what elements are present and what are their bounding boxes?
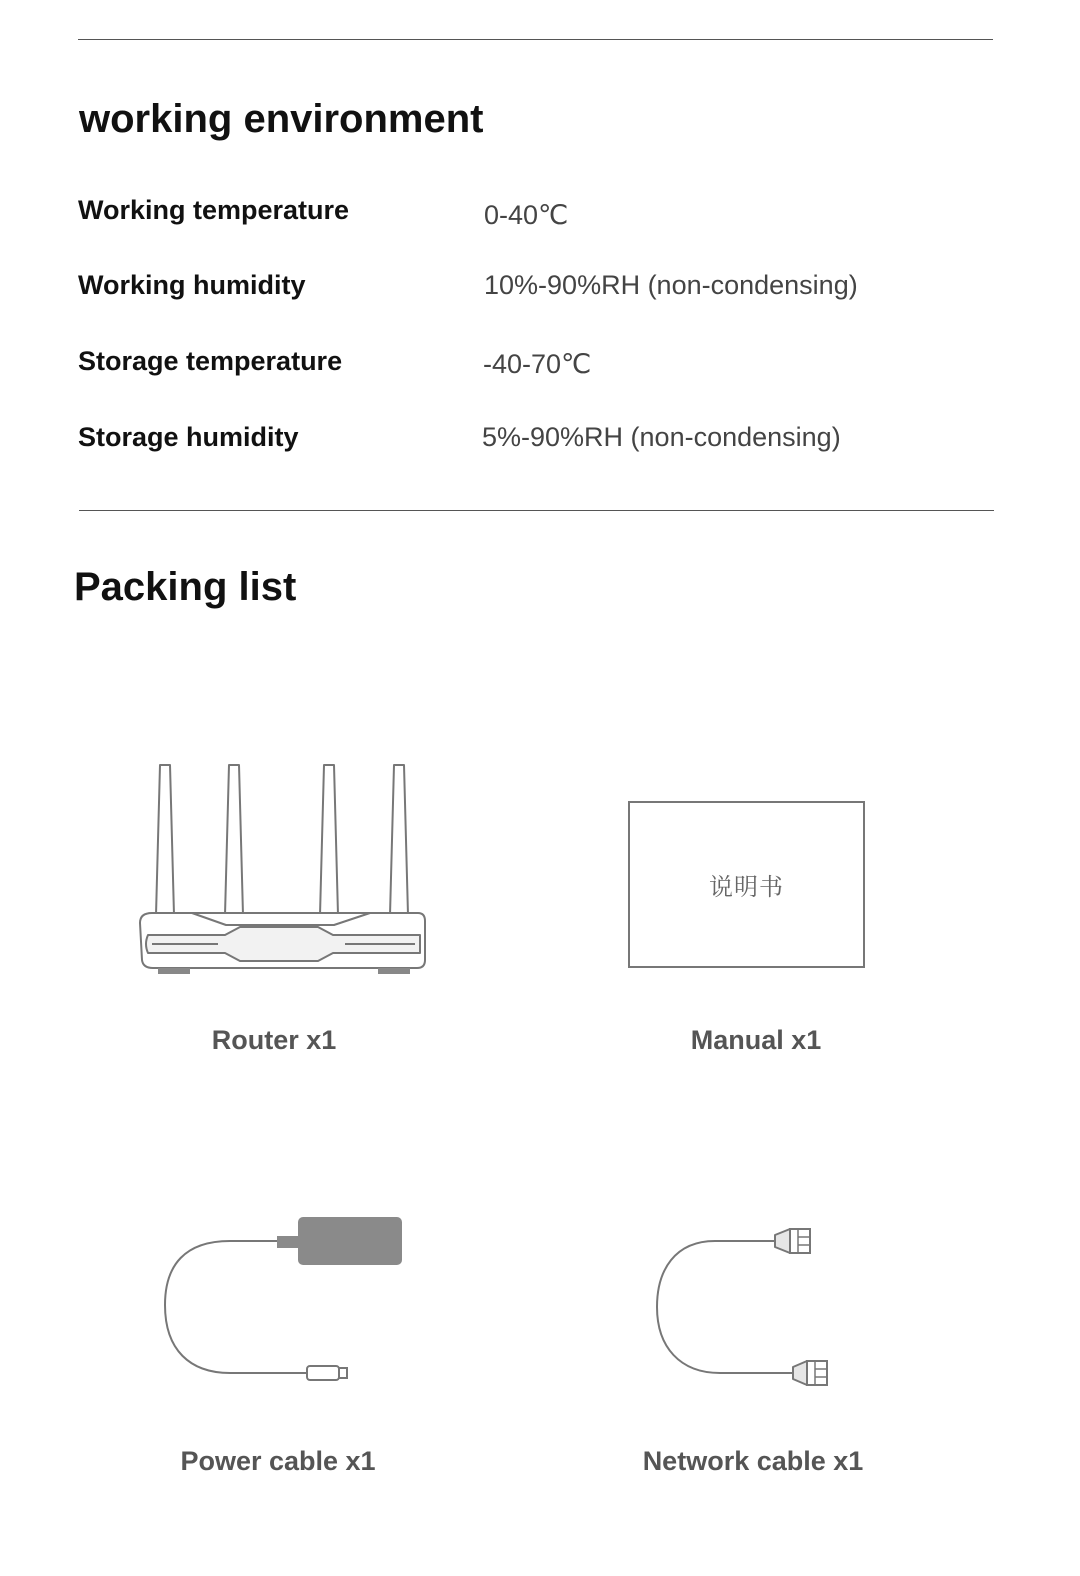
top-divider <box>78 39 993 40</box>
spec-value: -40-70℃ <box>483 349 592 379</box>
spec-value: 10%-90%RH (non-condensing) <box>484 270 858 300</box>
item-caption: Power cable x1 <box>180 1446 376 1476</box>
item-caption: Manual x1 <box>690 1025 822 1055</box>
manual-cover-text: 说明书 <box>709 873 784 901</box>
spec-value: 5%-90%RH (non-condensing) <box>482 422 841 452</box>
spec-label: Working temperature <box>78 195 350 225</box>
item-caption: Router x1 <box>211 1025 337 1055</box>
spec-label: Working humidity <box>78 270 306 300</box>
spec-label: Storage temperature <box>78 346 343 376</box>
working-environment-title: working environment <box>79 97 484 141</box>
packing-list-title: Packing list <box>74 565 297 609</box>
spec-value: 0-40℃ <box>484 200 569 230</box>
spec-label: Storage humidity <box>78 422 299 452</box>
power-cable-icon <box>155 1205 415 1395</box>
section-divider <box>79 510 994 511</box>
item-caption: Network cable x1 <box>642 1446 864 1476</box>
network-cable-icon <box>645 1215 845 1395</box>
router-icon <box>130 755 440 985</box>
manual-icon <box>628 801 865 968</box>
